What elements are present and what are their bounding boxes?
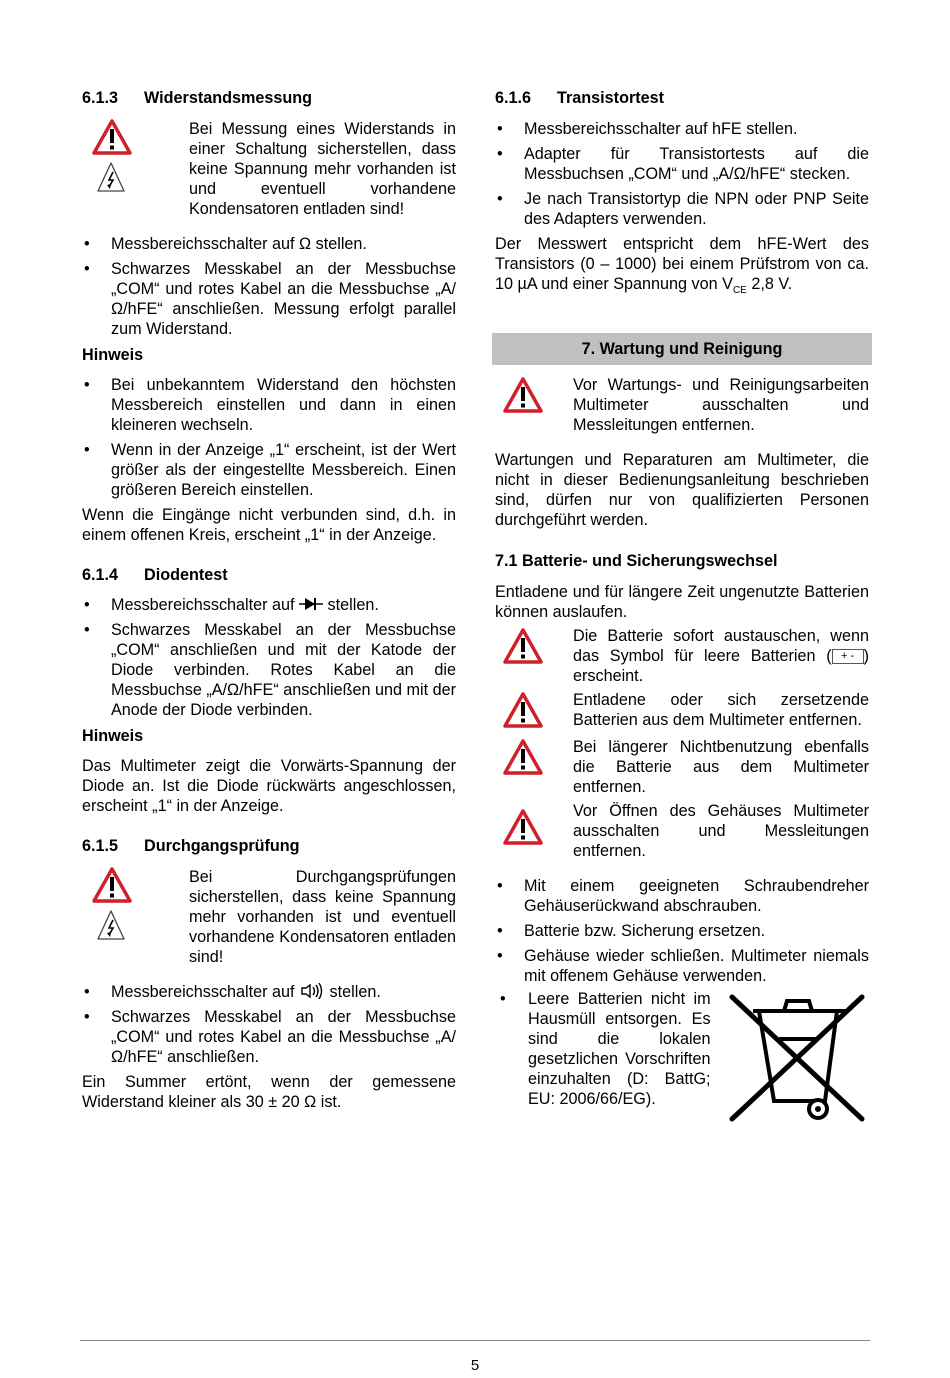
warning-icon xyxy=(503,628,543,664)
diode-icon xyxy=(299,597,323,611)
warning-row xyxy=(495,690,869,733)
list-item: • Bei unbekanntem Widerstand den höchsten Messbereich einstellen und dann in einen kleineren wechseln. xyxy=(82,375,456,435)
warning-text: Bei Messung eines Widerstands in einer Schaltung sicherstellen, dass keine Spannung mehr vorhanden ist und eventuell vorhandene Kondensatoren entladen sind! xyxy=(189,120,456,218)
paragraph: Wartungen und Reparaturen am Multimeter, die nicht in dieser Bedienungsanleitung beschrieben sind, dürfen nur von qualifizierten Personen durchgeführt werden. xyxy=(495,451,869,530)
warning-text: Vor Öffnen des Gehäuses Multimeter ausschalten und Messleitungen entfernen. xyxy=(573,802,869,861)
paragraph: Wenn die Eingänge nicht verbunden sind, d.h. in einem offenen Kreis, erscheint „1“ in der Anzeige. xyxy=(82,506,456,544)
warning-text: Entladene oder sich zersetzende Batterien aus dem Multimeter entfernen. xyxy=(573,691,869,730)
list-item: • Schwarzes Messkabel an der Messbuchse „COM“ und rotes Kabel an die Messbuchse „A/Ω/hFE“ anschließen. xyxy=(82,1007,456,1067)
warning-block-continuity xyxy=(82,867,456,967)
section-banner: 7. Wartung und Reinigung xyxy=(492,333,872,365)
buzzer-icon xyxy=(299,983,325,999)
crossed-out-wheelie-bin-icon xyxy=(729,989,869,1127)
paragraph: Das Multimeter zeigt die Vorwärts-Spannung der Diode an. Ist die Diode rückwärts angeschlossen, erscheint „1“ in der Anzeige. xyxy=(82,757,456,815)
heading-6-1-6: 6.1.6 Transistortest xyxy=(495,89,665,107)
paragraph: Entladene und für längere Zeit ungenutzte Batterien können auslaufen. xyxy=(495,583,869,622)
hinweis-heading: Hinweis xyxy=(82,346,144,364)
footer-divider xyxy=(80,1340,870,1341)
warning-text: Vor Wartungs- und Reinigungsarbeiten Multimeter ausschalten und Messleitungen entfernen. xyxy=(573,376,869,435)
list-item: • Wenn in der Anzeige „1“ erscheint, ist der Wert größer als der eingestellte Messbereich. Einen größeren Bereich einstellen. xyxy=(82,440,456,500)
list-item: • Leere Batterien nicht im Hausmüll entsorgen. Es sind die lokalen gesetzlichen Vorschriften einzuhalten (D: BattG; EU: 2006/66/EG). xyxy=(500,990,711,1109)
heading-6-1-4: 6.1.4 Diodentest xyxy=(82,566,228,584)
warning-row xyxy=(495,801,869,861)
bullet-list xyxy=(82,234,456,339)
bullet-list xyxy=(82,375,456,500)
bullet-list xyxy=(82,595,456,720)
left-column xyxy=(82,86,456,1112)
warning-row xyxy=(495,737,869,797)
bullet-list xyxy=(495,119,869,229)
page-number: 5 xyxy=(470,1357,480,1374)
warning-icon xyxy=(92,119,132,155)
list-item: • Messbereichsschalter auf Ω stellen. xyxy=(82,234,456,254)
warning-block-resistance xyxy=(82,119,456,219)
warning-text: Bei Durchgangsprüfungen sicherstellen, dass keine Spannung mehr vorhanden ist und eventuell vorhandene Kondensatoren entladen sind! xyxy=(189,868,456,966)
heading-6-1-5: 6.1.5 Durchgangsprüfung xyxy=(82,837,300,855)
warning-row xyxy=(495,626,869,686)
list-item: • Schwarzes Messkabel an der Messbuchse „COM“ anschließen und mit der Katode der Diode verbinden. Rotes Kabel an die Messbuchse „A/Ω/hFE“ anschließen und mit der Anode der Diode verbinden. xyxy=(82,620,456,720)
bullet-list xyxy=(82,982,456,1067)
paragraph: Der Messwert entspricht dem hFE-Wert des Transistors (0 – 1000) bei einem Prüfstrom von ca. 10 µA und einer Spannung von $V_{CE}$ 2,8 V. xyxy=(495,235,869,297)
list-item: • Messbereichsschalter auf stellen. xyxy=(82,982,456,1002)
list-item: • Batterie bzw. Sicherung ersetzen. xyxy=(495,921,869,941)
warning-icon xyxy=(503,809,543,845)
bullet-list xyxy=(495,876,869,986)
list-item: • Messbereichsschalter auf stellen. xyxy=(82,595,456,615)
electric-shock-icon xyxy=(96,909,126,941)
warning-icon xyxy=(503,739,543,775)
warning-icon xyxy=(92,867,132,903)
warning-text: Bei längerer Nichtbenutzung ebenfalls die Batterie aus dem Multimeter entfernen. xyxy=(573,738,869,797)
disposal-block xyxy=(495,989,869,1127)
warning-row xyxy=(495,375,869,435)
warning-text: Die Batterie sofort austauschen, wenn das Symbol für leere Batterien ( + - ) erscheint. xyxy=(573,627,869,686)
list-item: • Gehäuse wieder schließen. Multimeter niemals mit offenem Gehäuse verwenden. xyxy=(495,946,869,986)
list-item: • Je nach Transistortyp die NPN oder PNP Seite des Adapters verwenden. xyxy=(495,189,869,229)
list-item: • Schwarzes Messkabel an der Messbuchse „COM“ und rotes Kabel an die Messbuchse „A/Ω/hFE“ anschließen. Messung erfolgt parallel zum Widerstand. xyxy=(82,259,456,339)
list-item: • Mit einem geeigneten Schraubendreher Gehäuserückwand abschrauben. xyxy=(495,876,869,916)
list-item: • Adapter für Transistortests auf die Messbuchsen „COM“ und „A/Ω/hFE“ stecken. xyxy=(495,144,869,184)
list-item: • Messbereichsschalter auf hFE stellen. xyxy=(495,119,869,139)
heading-7-1: 7.1 Batterie- und Sicherungswechsel xyxy=(495,552,778,571)
warning-icon xyxy=(503,692,543,728)
right-column xyxy=(495,86,869,1127)
paragraph: Ein Summer ertönt, wenn der gemessene Widerstand kleiner als 30 ± 20 Ω ist. xyxy=(82,1073,456,1111)
heading-6-1-3: 6.1.3 Widerstandsmessung xyxy=(82,89,313,107)
battery-icon: + - xyxy=(832,649,864,664)
warning-icon xyxy=(503,377,543,413)
electric-shock-icon xyxy=(96,161,126,193)
hinweis-heading: Hinweis xyxy=(82,727,144,745)
